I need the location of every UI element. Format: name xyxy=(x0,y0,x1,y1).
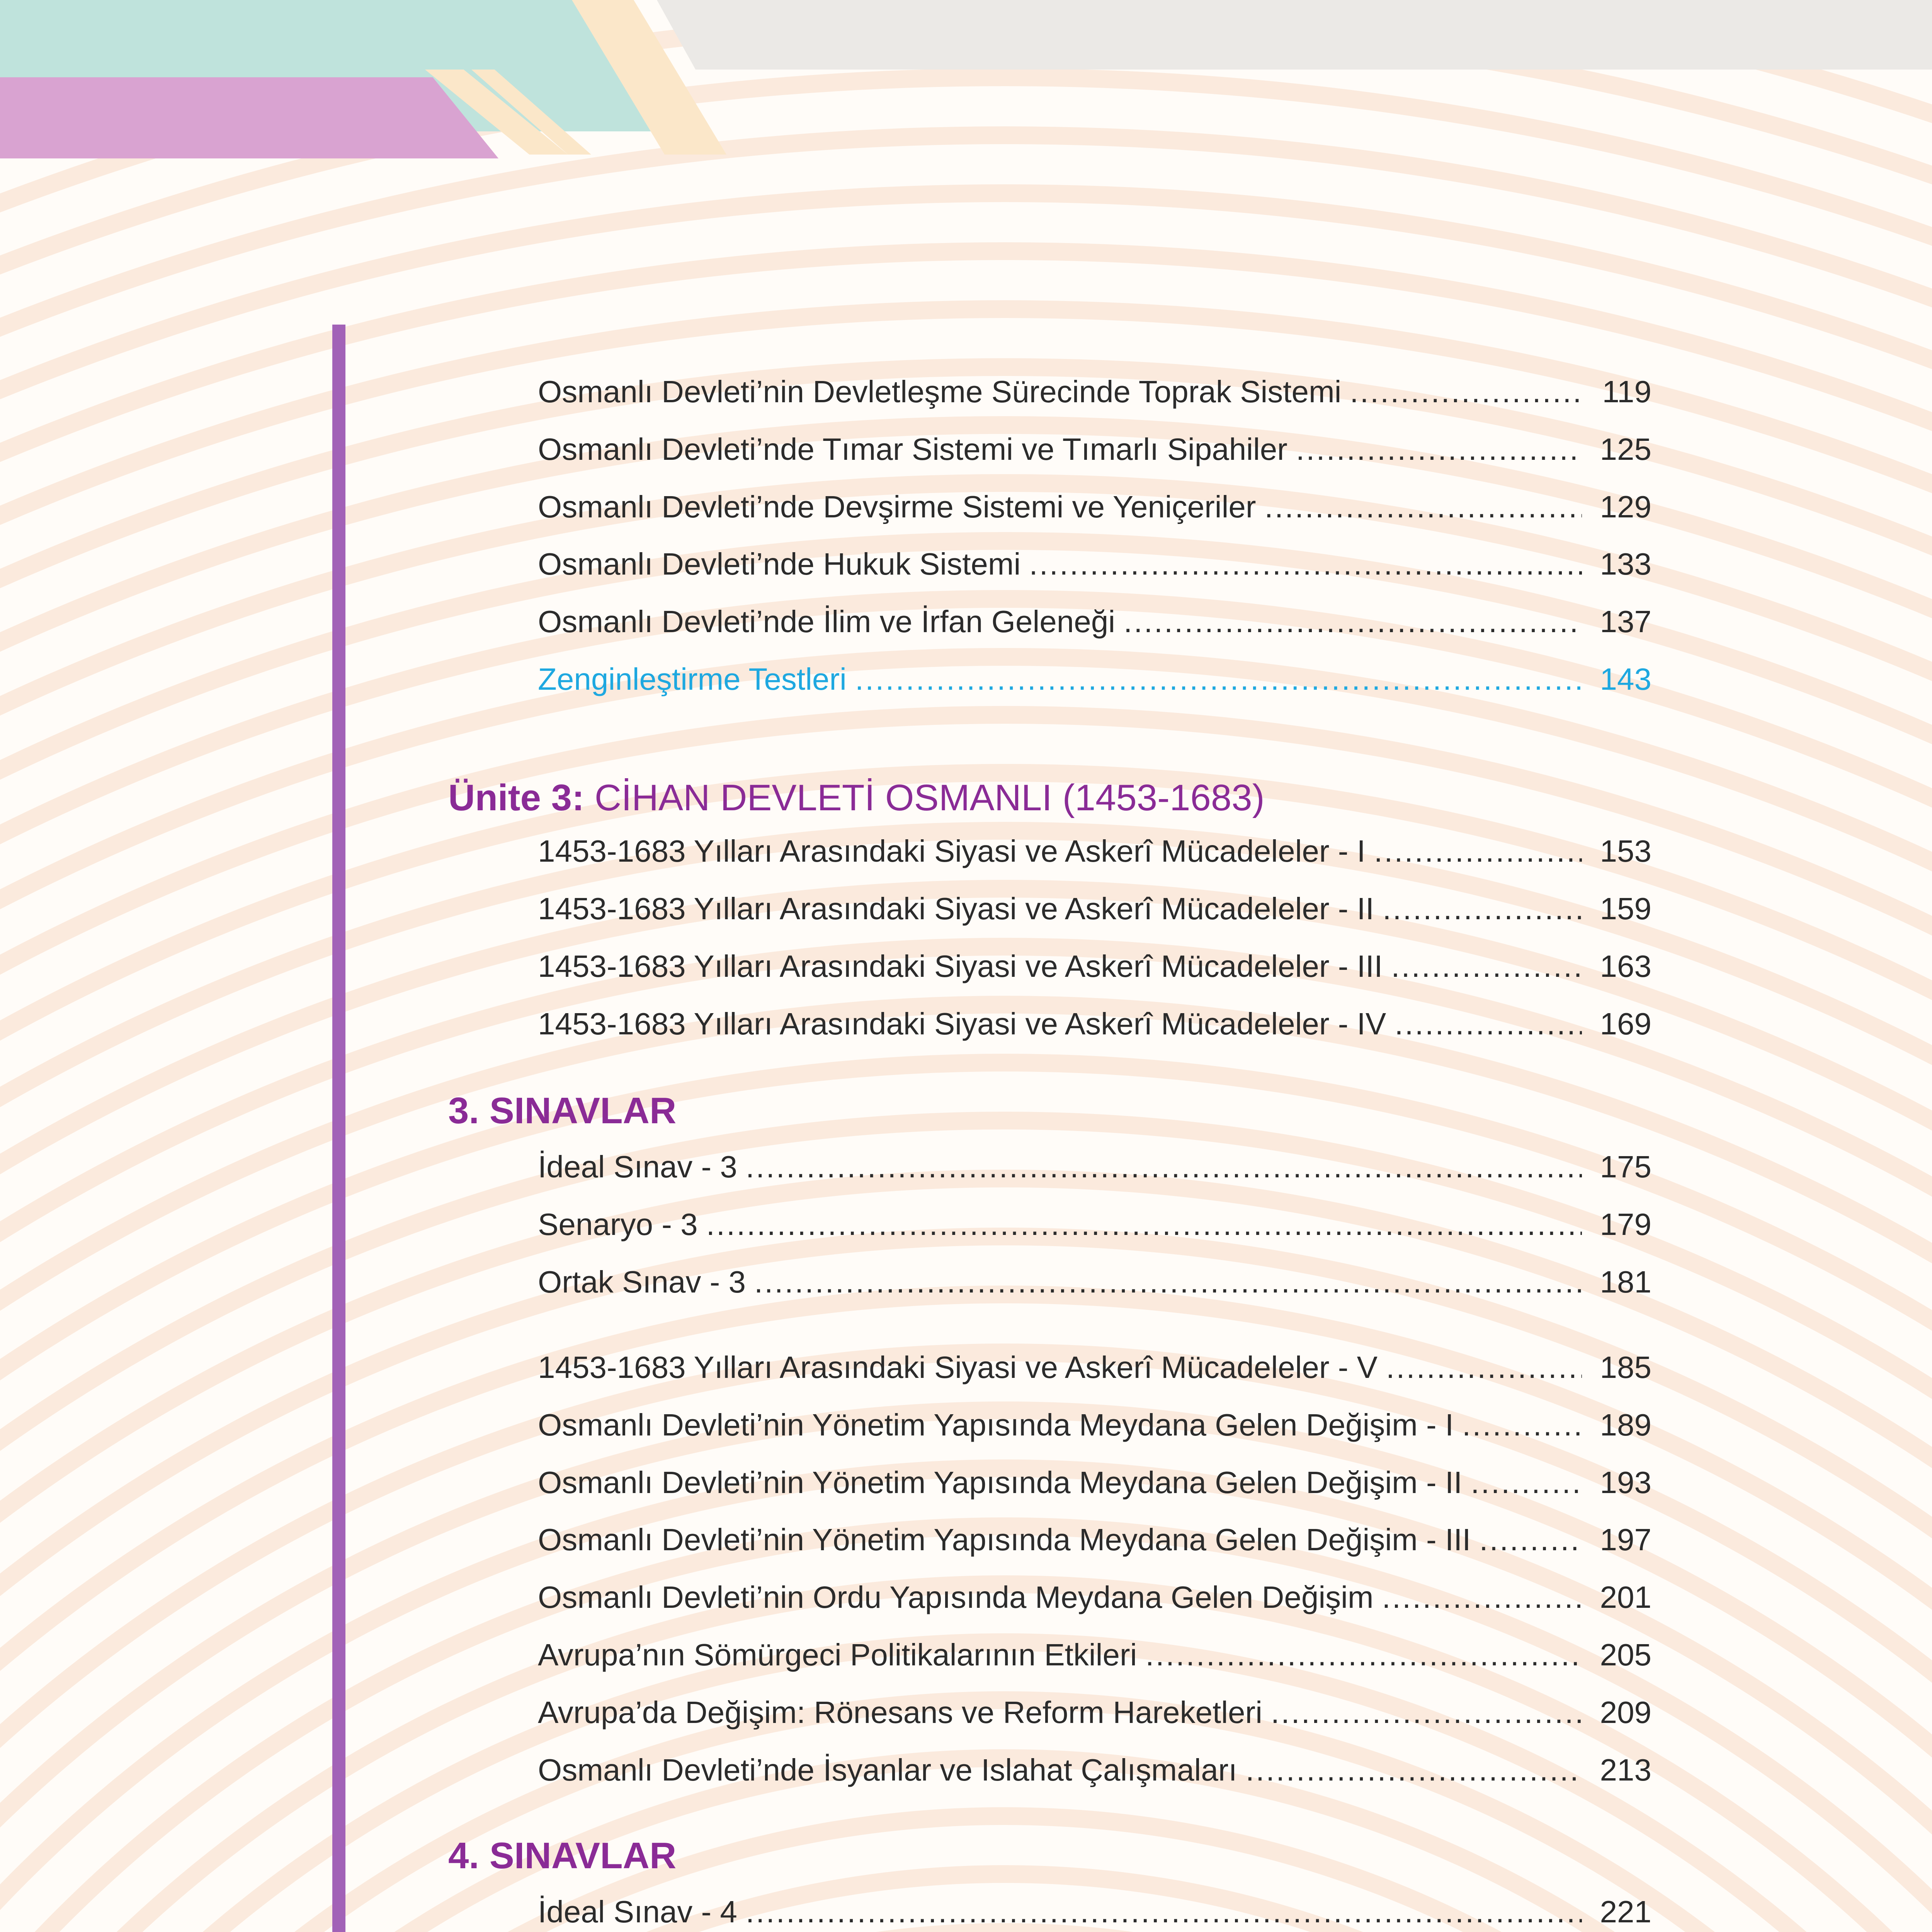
dot-leader xyxy=(754,1264,1582,1300)
dot-leader xyxy=(1374,833,1582,869)
dot-leader xyxy=(1391,949,1582,984)
toc-entry[interactable] xyxy=(538,489,1651,547)
toc-entry-title: Osmanlı Devleti’nde İlim ve İrfan Geleneği xyxy=(538,604,1115,639)
toc-entry[interactable] xyxy=(538,1637,1651,1695)
dot-leader xyxy=(1382,1580,1582,1615)
toc-entry-page: 181 xyxy=(1600,1265,1651,1299)
dot-leader xyxy=(1395,1006,1582,1042)
dot-leader xyxy=(1350,374,1582,410)
toc-entry[interactable] xyxy=(538,604,1651,662)
toc-entry-page: 221 xyxy=(1600,1895,1651,1929)
toc-entry[interactable] xyxy=(538,1522,1651,1580)
toc-entry-title: Avrupa’da Değişim: Rönesans ve Reform Hareketleri xyxy=(538,1695,1262,1730)
toc-entry-title: Osmanlı Devleti’nde Tımar Sistemi ve Tımarlı Sipahiler xyxy=(538,432,1287,466)
dot-leader xyxy=(1271,1695,1582,1730)
toc-entry[interactable] xyxy=(538,1695,1651,1753)
toc-entry[interactable] xyxy=(538,891,1651,949)
toc-entry-title: Osmanlı Devleti’nin Ordu Yapısında Meydana Gelen Değişim xyxy=(538,1580,1374,1614)
toc-entry-page: 193 xyxy=(1600,1465,1651,1500)
toc-entry[interactable] xyxy=(538,546,1651,604)
exams-4-heading: 4. SINAVLAR xyxy=(448,1835,677,1876)
dot-leader xyxy=(1246,1752,1582,1788)
toc-entry-page: 169 xyxy=(1600,1007,1651,1041)
dot-leader xyxy=(1386,1350,1582,1385)
dot-leader xyxy=(706,1207,1582,1242)
toc-entry-title: Avrupa’nın Sömürgeci Politikalarının Etkileri xyxy=(538,1638,1137,1672)
toc-entry-page: 189 xyxy=(1600,1408,1651,1442)
dot-leader xyxy=(1480,1522,1582,1558)
exams-3-heading: 3. SINAVLAR xyxy=(448,1090,677,1131)
toc-entry-title: Osmanlı Devleti’nin Yönetim Yapısında Meydana Gelen Değişim - II xyxy=(538,1465,1463,1500)
toc-entry-page: 125 xyxy=(1600,432,1651,466)
toc-entry-title: 1453-1683 Yılları Arasındaki Siyasi ve Askerî Mücadeleler - II xyxy=(538,891,1374,926)
toc-entry-title: İdeal Sınav - 4 xyxy=(538,1895,737,1929)
toc-entry[interactable] xyxy=(538,1006,1651,1064)
toc-entry-title: Osmanlı Devleti’nde İsyanlar ve Islahat Çalışmaları xyxy=(538,1753,1237,1787)
toc-entry-title: 1453-1683 Yılları Arasındaki Siyasi ve Askerî Mücadeleler - III xyxy=(538,949,1383,983)
toc-entry-page: 163 xyxy=(1600,949,1651,983)
dot-leader xyxy=(1145,1637,1582,1673)
dot-leader xyxy=(1264,489,1582,525)
toc-entry-page: 119 xyxy=(1602,374,1651,409)
toc-entry-page: 137 xyxy=(1600,604,1651,639)
toc-entry-page: 213 xyxy=(1600,1753,1651,1787)
toc-entry[interactable] xyxy=(538,833,1651,891)
toc-entry[interactable] xyxy=(538,1465,1651,1523)
toc-entry-page: 153 xyxy=(1600,834,1651,868)
toc-entry-page: 159 xyxy=(1600,891,1651,926)
toc-entry-title: Zenginleştirme Testleri xyxy=(538,662,847,696)
toc-entry-title: Senaryo - 3 xyxy=(538,1207,698,1242)
toc-entry-title: Osmanlı Devleti’nin Yönetim Yapısında Meydana Gelen Değişim - I xyxy=(538,1408,1454,1442)
toc-entry[interactable] xyxy=(538,1580,1651,1638)
toc-entry[interactable] xyxy=(538,1149,1651,1207)
toc-entry[interactable] xyxy=(538,1350,1651,1408)
toc-entry[interactable] xyxy=(538,1207,1651,1265)
toc-entry-page: 201 xyxy=(1600,1580,1651,1614)
dot-leader xyxy=(1296,432,1582,467)
dot-leader xyxy=(1029,546,1582,582)
toc-entry-title: Osmanlı Devleti’nin Yönetim Yapısında Meydana Gelen Değişim - III xyxy=(538,1522,1471,1557)
toc-entry-enrichment-tests[interactable] xyxy=(538,662,1651,719)
toc-entry-title: 1453-1683 Yılları Arasındaki Siyasi ve Askerî Mücadeleler - I xyxy=(538,834,1366,868)
dot-leader xyxy=(855,662,1582,697)
dot-leader xyxy=(1471,1465,1582,1500)
dot-leader xyxy=(746,1149,1582,1185)
toc-entry-title: 1453-1683 Yılları Arasındaki Siyasi ve Askerî Mücadeleler - IV xyxy=(538,1007,1386,1041)
toc-entry[interactable] xyxy=(538,1407,1651,1465)
toc-entry-page: 179 xyxy=(1600,1207,1651,1242)
toc-entry[interactable] xyxy=(538,949,1651,1007)
toc-entry-page: 175 xyxy=(1600,1150,1651,1184)
toc-entry[interactable] xyxy=(538,1752,1651,1810)
toc-entry-page: 133 xyxy=(1600,547,1651,581)
toc-entry[interactable] xyxy=(538,374,1651,432)
toc-entry[interactable] xyxy=(538,432,1651,490)
toc-entry-page: 185 xyxy=(1600,1350,1651,1384)
dot-leader xyxy=(746,1894,1582,1930)
toc-entry[interactable] xyxy=(538,1264,1651,1322)
toc-entry-page: 209 xyxy=(1600,1695,1651,1730)
toc-entry-page: 143 xyxy=(1600,662,1651,696)
toc-entry-title: İdeal Sınav - 3 xyxy=(538,1150,737,1184)
toc-entry-title: Osmanlı Devleti’nde Devşirme Sistemi ve Yeniçeriler xyxy=(538,490,1256,524)
toc-entry-title: Osmanlı Devleti’nin Devletleşme Sürecinde Toprak Sistemi xyxy=(538,374,1342,409)
unit-label: Ünite 3: xyxy=(448,777,585,818)
toc-entry[interactable] xyxy=(538,1894,1651,1932)
dot-leader xyxy=(1383,891,1582,927)
toc-entry-title: 1453-1683 Yılları Arasındaki Siyasi ve Askerî Mücadeleler - V xyxy=(538,1350,1378,1384)
toc-entry-title: Osmanlı Devleti’nde Hukuk Sistemi xyxy=(538,547,1021,581)
toc-entry-page: 197 xyxy=(1600,1522,1651,1557)
toc-entry-page: 129 xyxy=(1600,490,1651,524)
unit-name: CİHAN DEVLETİ OSMANLI (1453-1683) xyxy=(594,777,1265,818)
toc-entry-page: 205 xyxy=(1600,1638,1651,1672)
unit-3-heading xyxy=(448,777,1265,819)
dot-leader xyxy=(1462,1407,1582,1443)
dot-leader xyxy=(1124,604,1582,639)
toc-entry-title: Ortak Sınav - 3 xyxy=(538,1265,746,1299)
